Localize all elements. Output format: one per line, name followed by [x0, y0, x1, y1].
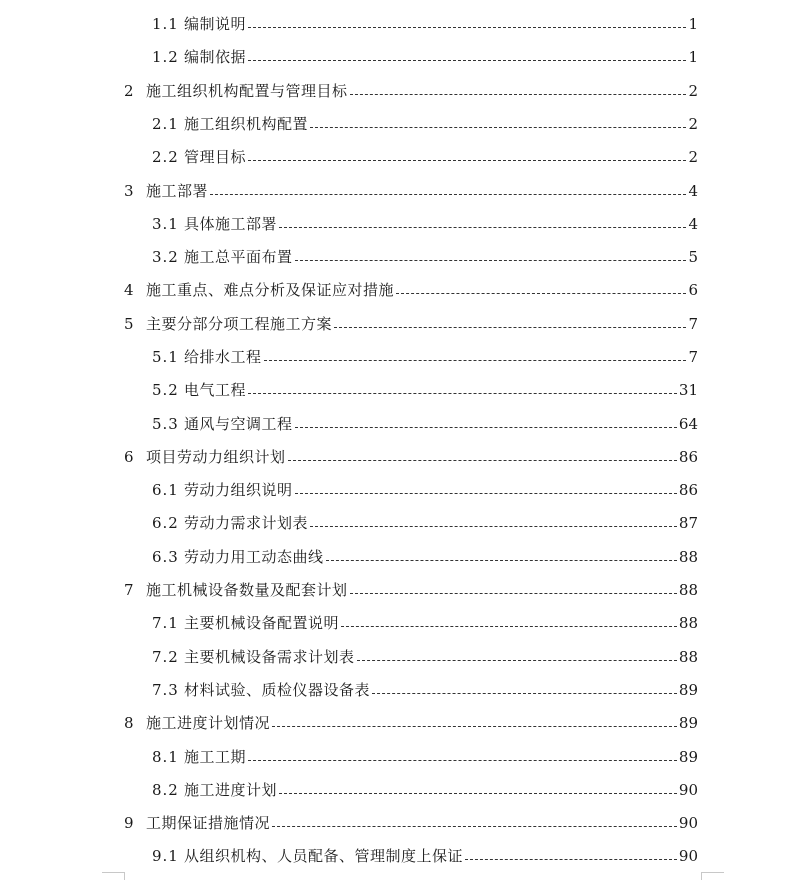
toc-entry[interactable] [124, 811, 698, 833]
toc-dot-leader [372, 692, 677, 694]
toc-entry[interactable] [152, 112, 698, 134]
toc-entry[interactable] [152, 478, 698, 500]
toc-dot-leader [357, 659, 677, 661]
toc-entry-page-number: 88 [678, 581, 698, 599]
toc-entry-number: 6.2 [152, 514, 179, 532]
toc-entry-page-number: 90 [678, 814, 698, 832]
page-corner-mark-left [102, 872, 125, 880]
toc-entry[interactable] [152, 345, 698, 367]
toc-entry-number: 5 [124, 315, 135, 333]
toc-entry-page-number: 86 [678, 448, 698, 466]
toc-entry[interactable] [124, 711, 698, 733]
toc-dot-leader [279, 226, 686, 228]
toc-entry-page-number: 89 [678, 748, 698, 766]
toc-entry-number: 3.1 [152, 215, 179, 233]
toc-dot-leader [248, 59, 686, 61]
toc-entry-number: 4 [124, 281, 135, 299]
toc-entry-title: 施工进度计划 [184, 781, 278, 799]
toc-entry[interactable] [152, 678, 698, 700]
toc-entry-title: 施工工期 [184, 748, 247, 766]
toc-entry-number: 6.3 [152, 548, 179, 566]
toc-dot-leader [288, 459, 677, 461]
toc-entry-number: 7.2 [152, 648, 179, 666]
toc-entry-number: 7.3 [152, 681, 179, 699]
toc-entry-page-number: 89 [678, 714, 698, 732]
toc-entry-number: 3.2 [152, 248, 179, 266]
toc-entry-title: 主要机械设备需求计划表 [184, 648, 355, 666]
toc-entry-title: 材料试验、质检仪器设备表 [184, 681, 371, 699]
toc-entry[interactable] [152, 145, 698, 167]
toc-entry[interactable] [152, 12, 698, 34]
toc-entry[interactable] [152, 412, 698, 434]
toc-entry-title: 编制依据 [184, 48, 247, 66]
toc-dot-leader [396, 292, 686, 294]
toc-entry[interactable] [124, 578, 698, 600]
toc-entry-title: 工期保证措施情况 [146, 814, 271, 832]
toc-entry-page-number: 4 [688, 215, 698, 233]
toc-entry-page-number: 90 [678, 781, 698, 799]
toc-entry-title: 管理目标 [184, 148, 247, 166]
toc-entry[interactable] [152, 212, 698, 234]
toc-dot-leader [295, 426, 677, 428]
toc-entry-title: 具体施工部署 [184, 215, 278, 233]
toc-entry-title: 从组织机构、人员配备、管理制度上保证 [184, 847, 464, 865]
toc-entry-number: 8.1 [152, 748, 179, 766]
toc-entry[interactable] [152, 378, 698, 400]
toc-entry-page-number: 88 [678, 614, 698, 632]
toc-dot-leader [272, 825, 677, 827]
toc-dot-leader [279, 792, 677, 794]
toc-entry-number: 5.1 [152, 348, 179, 366]
toc-entry-page-number: 90 [678, 847, 698, 865]
toc-entry-page-number: 1 [688, 48, 698, 66]
toc-entry-title: 施工部署 [146, 182, 209, 200]
toc-entry[interactable] [124, 79, 698, 101]
toc-entry-title: 施工组织机构配置 [184, 115, 309, 133]
toc-entry-number: 1.1 [152, 15, 179, 33]
toc-entry-page-number: 7 [688, 348, 698, 366]
toc-entry-number: 8 [124, 714, 135, 732]
toc-entry-title: 给排水工程 [184, 348, 262, 366]
toc-entry-page-number: 88 [678, 548, 698, 566]
toc-entry-page-number: 2 [688, 82, 698, 100]
toc-dot-leader [350, 592, 677, 594]
page-corner-mark-right [701, 872, 724, 880]
toc-entry[interactable] [152, 844, 698, 866]
toc-entry[interactable] [152, 45, 698, 67]
toc-dot-leader [295, 492, 677, 494]
toc-entry-page-number: 86 [678, 481, 698, 499]
toc-entry[interactable] [152, 645, 698, 667]
toc-entry-number: 6.1 [152, 481, 179, 499]
toc-entry-number: 3 [124, 182, 135, 200]
toc-entry-title: 施工进度计划情况 [146, 714, 271, 732]
toc-entry[interactable] [152, 511, 698, 533]
toc-entry[interactable] [124, 278, 698, 300]
toc-entry-page-number: 88 [678, 648, 698, 666]
toc-entry-number: 5.2 [152, 381, 179, 399]
toc-entry-page-number: 2 [688, 148, 698, 166]
toc-dot-leader [210, 193, 686, 195]
toc-entry-page-number: 89 [678, 681, 698, 699]
toc-entry[interactable] [152, 545, 698, 567]
toc-entry-number: 7.1 [152, 614, 179, 632]
toc-entry-page-number: 2 [688, 115, 698, 133]
toc-entry-title: 施工重点、难点分析及保证应对措施 [146, 281, 395, 299]
toc-entry[interactable] [152, 245, 698, 267]
toc-entry[interactable] [152, 611, 698, 633]
toc-entry-number: 5.3 [152, 415, 179, 433]
toc-entry-page-number: 64 [678, 415, 698, 433]
toc-entry-page-number: 31 [678, 381, 698, 399]
toc-dot-leader [341, 625, 677, 627]
toc-dot-leader [350, 93, 687, 95]
toc-dot-leader [310, 525, 677, 527]
toc-dot-leader [248, 392, 677, 394]
toc-entry-title: 通风与空调工程 [184, 415, 293, 433]
toc-dot-leader [248, 759, 677, 761]
toc-entry[interactable] [124, 179, 698, 201]
toc-dot-leader [248, 26, 686, 28]
toc-entry-title: 劳动力用工动态曲线 [184, 548, 324, 566]
toc-entry-title: 劳动力组织说明 [184, 481, 293, 499]
toc-entry[interactable] [124, 312, 698, 334]
toc-entry-title: 电气工程 [184, 381, 247, 399]
toc-entry-title: 主要机械设备配置说明 [184, 614, 340, 632]
toc-entry-number: 1.2 [152, 48, 179, 66]
toc-entry-number: 9.1 [152, 847, 179, 865]
toc-dot-leader [295, 259, 687, 261]
toc-dot-leader [465, 858, 677, 860]
toc-entry-number: 7 [124, 581, 135, 599]
toc-dot-leader [264, 359, 687, 361]
toc-entry-title: 施工总平面布置 [184, 248, 293, 266]
toc-dot-leader [248, 159, 686, 161]
toc-entry-number: 9 [124, 814, 135, 832]
toc-entry-title: 主要分部分项工程施工方案 [146, 315, 333, 333]
toc-entry[interactable] [152, 778, 698, 800]
toc-entry[interactable] [124, 445, 698, 467]
toc-entry-page-number: 5 [688, 248, 698, 266]
toc-entry-page-number: 87 [678, 514, 698, 532]
toc-dot-leader [272, 725, 677, 727]
toc-entry-title: 施工机械设备数量及配套计划 [146, 581, 348, 599]
toc-entry-number: 6 [124, 448, 135, 466]
toc-entry-number: 8.2 [152, 781, 179, 799]
toc-entry-title: 项目劳动力组织计划 [146, 448, 286, 466]
toc-entry-number: 2.2 [152, 148, 179, 166]
toc-entry-page-number: 1 [688, 15, 698, 33]
toc-entry-page-number: 7 [688, 315, 698, 333]
toc-entry-page-number: 6 [688, 281, 698, 299]
toc-entry-page-number: 4 [688, 182, 698, 200]
toc-entry[interactable] [152, 745, 698, 767]
toc-entry-number: 2 [124, 82, 135, 100]
toc-dot-leader [326, 559, 677, 561]
toc-entry-title: 劳动力需求计划表 [184, 514, 309, 532]
toc-entry-title: 施工组织机构配置与管理目标 [146, 82, 348, 100]
toc-entry-number: 2.1 [152, 115, 179, 133]
toc-dot-leader [334, 326, 686, 328]
toc-entry-title: 编制说明 [184, 15, 247, 33]
toc-dot-leader [310, 126, 686, 128]
